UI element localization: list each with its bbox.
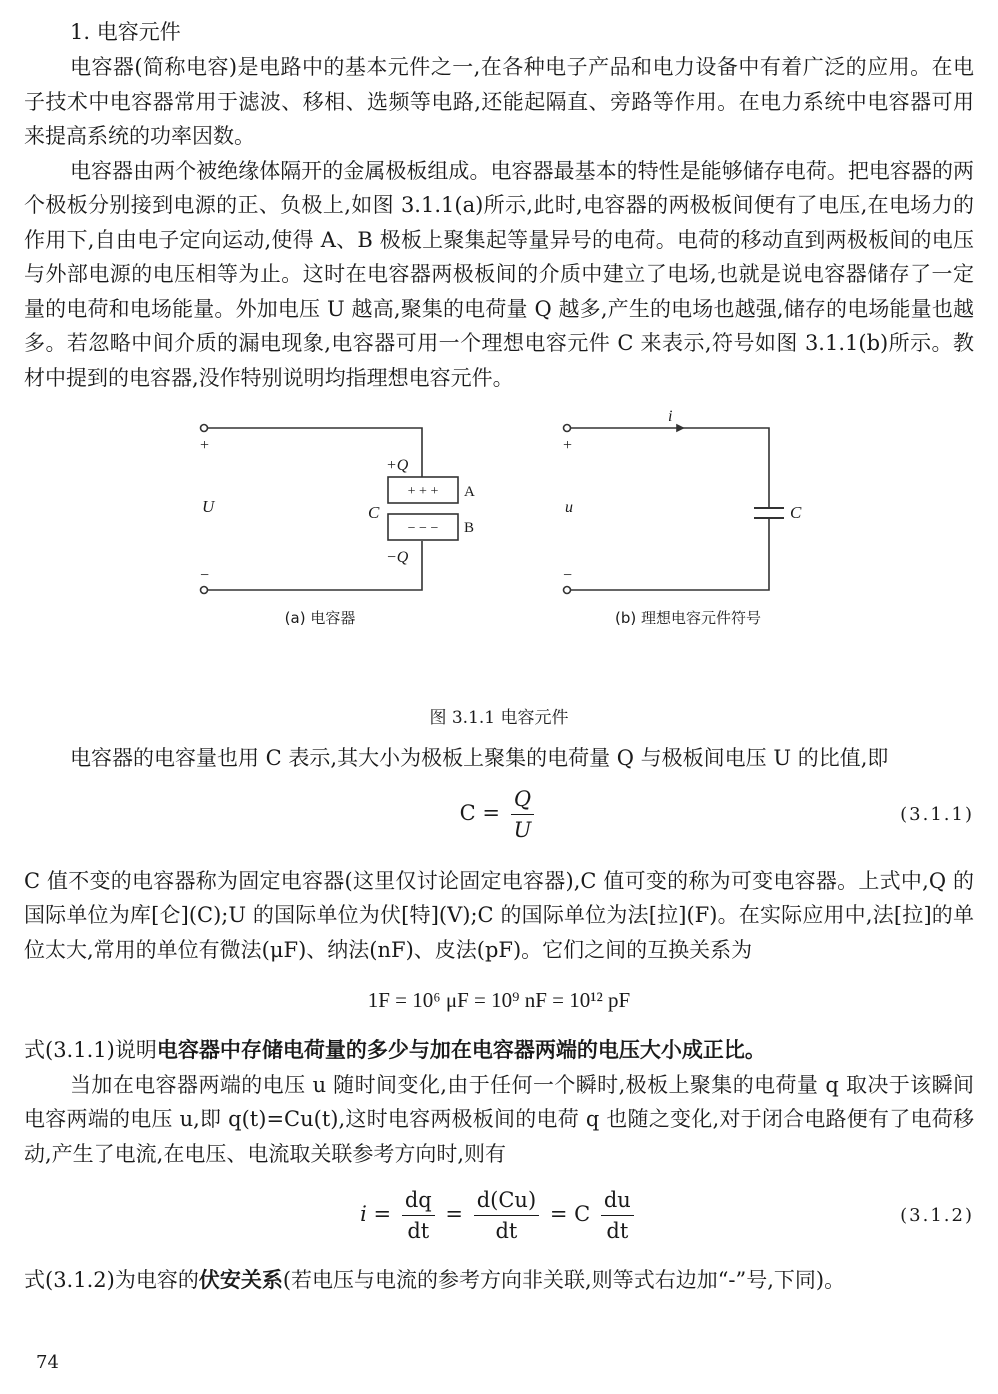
unit-conversion: 1F = 10⁶ μF = 10⁹ nF = 10¹² pF [367, 988, 631, 1012]
a-caption: (a) 电容器 [284, 609, 356, 627]
a-plate-minus-signs: − − − [407, 521, 439, 536]
equation-3-1-1 [24, 776, 974, 864]
eq2-f1-num: dq [402, 1185, 435, 1216]
a-cap-label: C [368, 503, 380, 522]
circuit-diagrams [24, 395, 974, 695]
paragraph-conclusion [24, 1033, 974, 1068]
vi-suffix: (若电压与电流的参考方向非关联,则等式右边加“-”号,下同)。 [282, 1268, 846, 1292]
a-plate-b-label: B [464, 520, 475, 536]
eq2-f2-den: dt [495, 1219, 518, 1243]
eq2-fraction-3 [601, 1185, 634, 1246]
eq1-lhs: C = [459, 800, 500, 825]
terminal-a-top [201, 425, 208, 432]
a-minus-sign: − [200, 567, 210, 584]
eq2-mid: = C [549, 1202, 591, 1226]
figure-caption: 图 3.1.1 电容元件 [429, 708, 569, 728]
terminal-b-bottom [564, 587, 571, 594]
vi-prefix: 式(3.1.2)为电容的 [24, 1268, 199, 1292]
section-heading: 1. 电容元件 [70, 20, 181, 44]
page-number: 74 [36, 1352, 59, 1373]
eq2-number: (3.1.2) [900, 1205, 974, 1226]
wire-b-top [571, 428, 769, 508]
page-content [24, 14, 974, 1298]
b-current-label: i [668, 408, 673, 425]
b-cap-label: C [790, 503, 802, 522]
paragraph-time-varying: 当加在电容器两端的电压 u 随时间变化,由于任何一个瞬时,极板上聚集的电荷量 q 取决于该瞬间电容两端的电压 u,即 q(t)=Cu(t),这时电容两极板间的电荷 q 也随之变化,对于闭合电路便有了电荷移动,产生了电流,在电压、电流取关联参考方向时,则有 [24, 1072, 974, 1166]
eq2-lhs: i = [360, 1202, 392, 1226]
paragraph-vi-relation [24, 1263, 974, 1298]
eq1-numerator: Q [511, 784, 535, 815]
eq2-f3-num: du [601, 1185, 634, 1216]
paragraph-principle: 电容器由两个被绝缘体隔开的金属极板组成。电容器最基本的特性是能够储存电荷。把电容器的两个极板分别接到电源的正、负极上,如图 3.1.1(a)所示,此时,电容器的两极板间便有了电压,在电场力的作用下,自由电子定向运动,使得 A、B 极板上聚集起等量异号的电荷。电荷的移动直到两极板间的电压与外部电源的电压相等为止。这时在电容器两极板间的介质中建立了电场,也就是说电容器储存了一定量的电荷和电场能量。外加电压 U 越高,聚集的电荷量 Q 越多,产生的电场也越强,储存的电场能量也越多。若忽略中间介质的漏电现象,电容器可用一个理想电容元件 C 来表示,符号如图 3.1.1(b)所示。教材中提到的电容器,没作特别说明均指理想电容元件。 [24, 158, 974, 390]
b-caption: (b) 理想电容元件符号 [615, 609, 761, 627]
a-bottom-charge: −Q [386, 549, 409, 566]
eq2-fraction-2 [474, 1185, 539, 1246]
b-voltage-label: u [565, 499, 573, 516]
eq1-fraction [511, 784, 535, 845]
b-plus-sign: + [563, 437, 573, 454]
wire-b-bottom [571, 518, 769, 590]
equation-body [24, 784, 974, 845]
a-plate-a-label: A [464, 484, 475, 500]
vi-bold: 伏安关系 [198, 1268, 283, 1292]
diagram-a-capacitor [201, 425, 459, 594]
current-arrow-icon [677, 425, 683, 431]
equation-3-1-2 [24, 1171, 974, 1263]
eq2-f3-den: dt [606, 1219, 629, 1243]
eq2-fraction-1 [402, 1185, 435, 1246]
terminal-a-bottom [201, 587, 208, 594]
a-plate-plus-signs: + + + [407, 484, 439, 499]
paragraph-capacitance: 电容器的电容量也用 C 表示,其大小为极板上聚集的电荷量 Q 与极板间电压 U 的比值,即 [70, 746, 889, 770]
eq2-equals: = [445, 1202, 464, 1226]
diagram-b-ideal-capacitor [564, 425, 785, 594]
terminal-b-top [564, 425, 571, 432]
eq2-f2-num: d(Cu) [474, 1185, 539, 1216]
a-plus-sign: + [200, 437, 210, 454]
a-top-charge: +Q [386, 457, 409, 474]
paragraph-units: C 值不变的电容器称为固定电容器(这里仅讨论固定电容器),C 值可变的称为可变电容器。上式中,Q 的国际单位为库[仑](C);U 的国际单位为伏[特](V);C 的国际单位为法[拉](F)。在实际应用中,法[拉]的单位太大,常用的单位有微法(μF)、纳法(nF)、皮法(pF)。它们之间的互换关系为 [24, 868, 974, 962]
eq2-f1-den: dt [407, 1219, 430, 1243]
eq1-denominator: U [513, 817, 532, 842]
conclusion-bold: 电容器中存储电荷量的多少与加在电容器两端的电压大小成正比。 [156, 1038, 766, 1062]
equation-body-2 [24, 1185, 974, 1246]
a-voltage-label: U [202, 497, 215, 516]
paragraph-intro: 电容器(简称电容)是电路中的基本元件之一,在各种电子产品和电力设备中有着广泛的应用。在电子技术中电容器常用于滤波、移相、选频等电路,还能起隔直、旁路等作用。在电力系统中电容器可用来提高系统的功率因数。 [24, 55, 974, 148]
eq1-number: (3.1.1) [900, 803, 974, 825]
conclusion-prefix: 式(3.1.1)说明 [24, 1038, 157, 1062]
b-minus-sign: − [563, 567, 573, 584]
figure-3-1-1 [24, 395, 974, 695]
